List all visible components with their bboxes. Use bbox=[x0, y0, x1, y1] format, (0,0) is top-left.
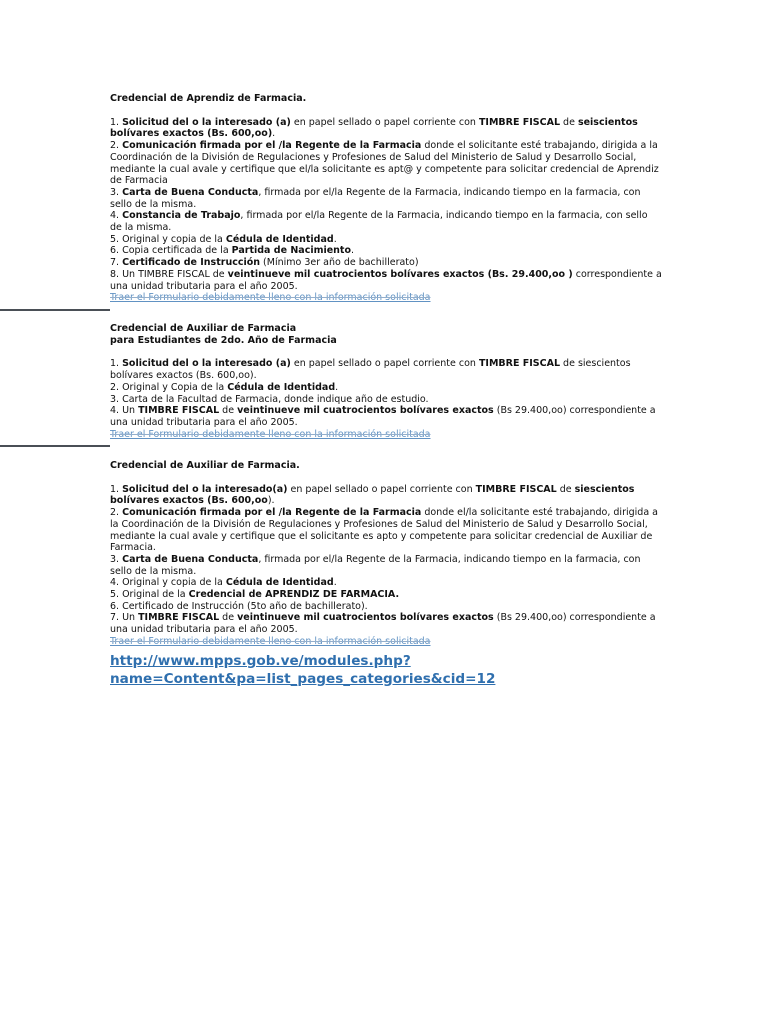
list-item: 8. Un TIMBRE FISCAL de veintinueve mil cuatrocientos bolívares exactos (Bs. 29.400,oo ) correspondiente a una unidad tributaria para el año 2005. bbox=[110, 268, 662, 292]
list-item: 6. Certificado de Instrucción (5to año de bachillerato). bbox=[110, 600, 368, 612]
list-item: 1. Solicitud del o la interesado (a) en papel sellado o papel corriente con TIMBRE FISCAL de siescientos bolívares exactos (Bs. 600,oo). bbox=[110, 358, 631, 382]
list-item: 7. Un TIMBRE FISCAL de veintinueve mil cuatrocientos bolívares exactos (Bs 29.400,oo) correspondiente a una unidad tributaria para el año 2005. bbox=[110, 612, 656, 636]
section-auxiliar bbox=[110, 460, 662, 648]
form-link[interactable]: Traer el Formulario debidamente lleno con la información solicitada bbox=[110, 635, 431, 647]
requirements-list bbox=[110, 484, 662, 636]
list-item: 3. Carta de Buena Conducta, firmada por el/la Regente de la Farmacia, indicando tiempo en la farmacia, con sello de la misma. bbox=[110, 553, 641, 577]
list-item: 4. Constancia de Trabajo, firmada por el/la Regente de la Farmacia, indicando tiempo en la farmacia, con sello de la misma. bbox=[110, 210, 648, 234]
list-item: 7. Certificado de Instrucción (Mínimo 3er año de bachillerato) bbox=[110, 257, 419, 269]
section-title: Credencial de Auxiliar de Farmacia para Estudiantes de 2do. Año de Farmacia bbox=[110, 323, 337, 346]
section-auxiliar-estudiantes bbox=[110, 323, 662, 440]
section-title: Credencial de Auxiliar de Farmacia. bbox=[110, 460, 300, 471]
list-item: 4. Original y copia de la Cédula de Identidad. bbox=[110, 577, 337, 589]
list-item: 1. Solicitud del o la interesado(a) en papel sellado o papel corriente con TIMBRE FISCAL de siescientos bolívares exactos (Bs. 600,oo). bbox=[110, 483, 635, 507]
requirements-list bbox=[110, 358, 662, 428]
list-item: 2. Comunicación firmada por el /la Regente de la Farmacia donde el solicitante esté trabajando, dirigida a la Coordinación de la División de Regulaciones y Profesiones de Salud del Ministerio de Salud y Desarrollo Social, mediante la cual avale y certifique que el/la solicitante es apt@ y competente para solicitar credencial de Aprendiz de Farmacia bbox=[110, 140, 659, 187]
list-item: 5. Original de la Credencial de APRENDIZ DE FARMACIA. bbox=[110, 589, 400, 601]
list-item: 1. Solicitud del o la interesado (a) en papel sellado o papel corriente con TIMBRE FISCAL de seiscientos bolívares exactos (Bs. 600,oo). bbox=[110, 116, 638, 140]
list-item: 2. Original y Copia de la Cédula de Identidad. bbox=[110, 381, 339, 393]
list-item: 5. Original y copia de la Cédula de Identidad. bbox=[110, 233, 337, 245]
ministry-url-link[interactable]: http://www.mpps.gob.ve/modules.php? name=Content&pa=list_pages_categories&cid=12 bbox=[110, 653, 496, 687]
list-item: 2. Comunicación firmada por el /la Regente de la Farmacia donde el/la solicitante esté trabajando, dirigida a la Coordinación de la División de Regulaciones y Profesiones de Salud del Ministerio de Salud y Desarrollo Social, mediante la cual avale y certifique que el solicitante es apto y competente para solicitar credencial de Auxiliar de Farmacia. bbox=[110, 507, 658, 554]
list-item: 3. Carta de la Facultad de Farmacia, donde indique año de estudio. bbox=[110, 393, 429, 405]
divider bbox=[0, 445, 110, 447]
section-title: Credencial de Aprendiz de Farmacia. bbox=[110, 93, 307, 104]
list-item: 3. Carta de Buena Conducta, firmada por el/la Regente de la Farmacia, indicando tiempo en la farmacia, con sello de la misma. bbox=[110, 186, 641, 210]
list-item: 6. Copia certificada de la Partida de Nacimiento. bbox=[110, 245, 355, 257]
form-link[interactable]: Traer el Formulario debidamente lleno con la información solicitada bbox=[110, 428, 431, 440]
divider bbox=[0, 309, 110, 311]
section-aprendiz bbox=[110, 93, 662, 304]
form-link[interactable]: Traer el Formulario debidamente lleno con la información solicitada bbox=[110, 292, 431, 304]
requirements-list bbox=[110, 117, 662, 293]
list-item: 4. Un TIMBRE FISCAL de veintinueve mil cuatrocientos bolívares exactos (Bs 29.400,oo) correspondiente a una unidad tributaria para el año 2005. bbox=[110, 405, 656, 428]
